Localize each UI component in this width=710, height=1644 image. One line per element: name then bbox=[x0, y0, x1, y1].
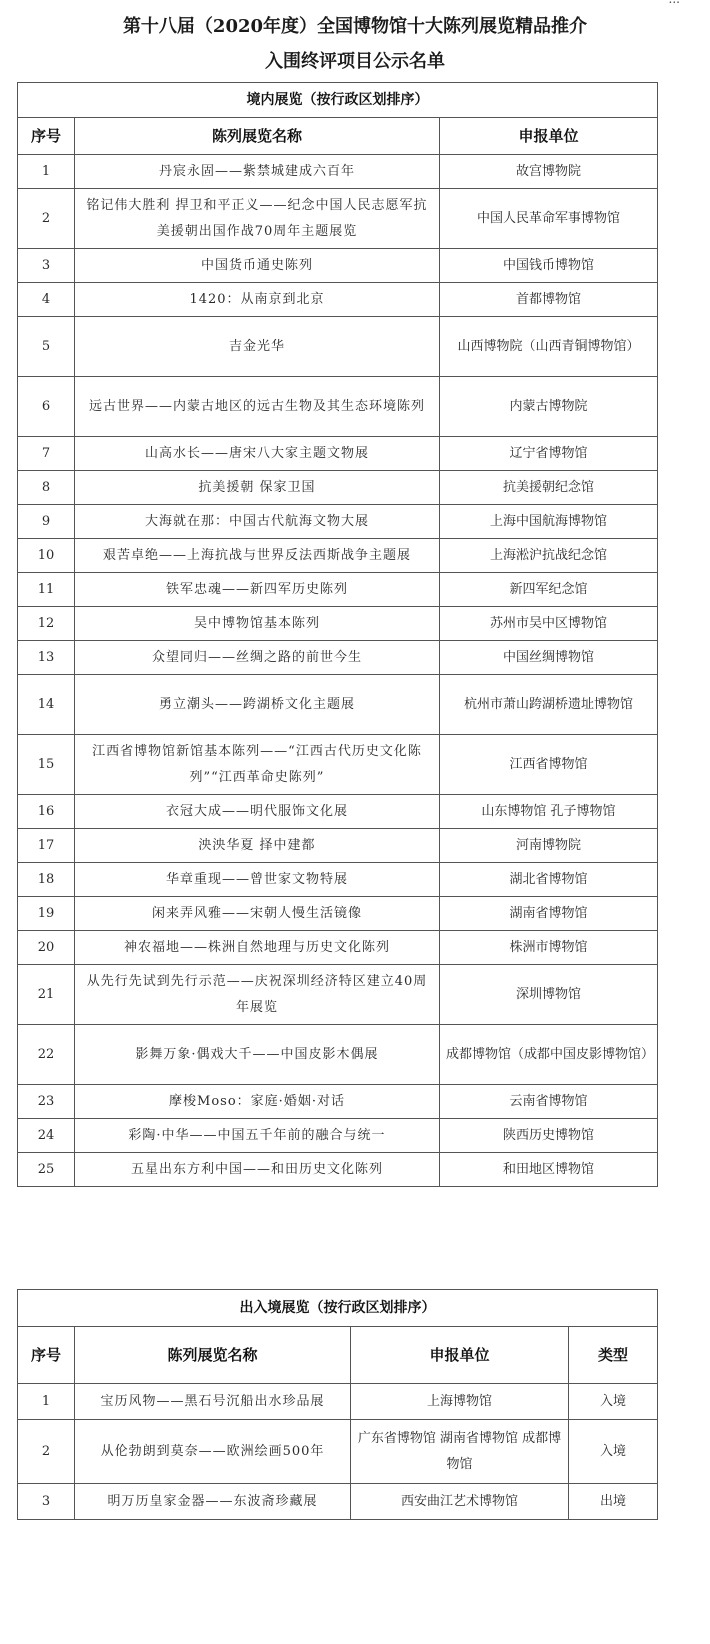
column-header-row bbox=[18, 118, 658, 155]
row-number: 6 bbox=[18, 377, 75, 437]
exhibition-type: 出境 bbox=[569, 1484, 658, 1520]
table-row bbox=[18, 863, 658, 897]
exhibition-name: 铭记伟大胜利 捍卫和平正义——纪念中国人民志愿军抗美援朝出国作战70周年主题展览 bbox=[75, 189, 440, 249]
table-row bbox=[18, 607, 658, 641]
applicant-unit: 湖南省博物馆 bbox=[440, 897, 658, 931]
table-row bbox=[18, 1384, 658, 1420]
exhibition-name: 众望同归——丝绸之路的前世今生 bbox=[75, 641, 440, 675]
exhibition-name: 艰苦卓绝——上海抗战与世界反法西斯战争主题展 bbox=[75, 539, 440, 573]
exhibition-name: 衣冠大成——明代服饰文化展 bbox=[75, 795, 440, 829]
crossborder-exhibitions-table bbox=[17, 1289, 658, 1520]
header-no: 序号 bbox=[18, 118, 75, 155]
row-number: 17 bbox=[18, 829, 75, 863]
applicant-unit: 抗美援朝纪念馆 bbox=[440, 471, 658, 505]
row-number: 22 bbox=[18, 1025, 75, 1085]
applicant-unit: 广东省博物馆 湖南省博物馆 成都博物馆 bbox=[351, 1420, 569, 1484]
exhibition-name: 宝历风物——黑石号沉船出水珍品展 bbox=[75, 1384, 351, 1420]
applicant-unit: 山东博物馆 孔子博物馆 bbox=[440, 795, 658, 829]
table-row bbox=[18, 1025, 658, 1085]
applicant-unit: 上海中国航海博物馆 bbox=[440, 505, 658, 539]
applicant-unit: 上海淞沪抗战纪念馆 bbox=[440, 539, 658, 573]
exhibition-name: 丹宸永固——紫禁城建成六百年 bbox=[75, 155, 440, 189]
applicant-unit: 中国丝绸博物馆 bbox=[440, 641, 658, 675]
domestic-exhibitions-table bbox=[17, 82, 658, 1187]
exhibition-name: 从伦勃朗到莫奈——欧洲绘画500年 bbox=[75, 1420, 351, 1484]
row-number: 3 bbox=[18, 249, 75, 283]
applicant-unit: 云南省博物馆 bbox=[440, 1085, 658, 1119]
table-row bbox=[18, 317, 658, 377]
row-number: 5 bbox=[18, 317, 75, 377]
applicant-unit: 山西博物院（山西青铜博物馆） bbox=[440, 317, 658, 377]
applicant-unit: 湖北省博物馆 bbox=[440, 863, 658, 897]
exhibition-name: 远古世界——内蒙古地区的远古生物及其生态环境陈列 bbox=[75, 377, 440, 437]
header-applicant: 申报单位 bbox=[351, 1327, 569, 1384]
applicant-unit: 中国钱币博物馆 bbox=[440, 249, 658, 283]
exhibition-name: 勇立潮头——跨湖桥文化主题展 bbox=[75, 675, 440, 735]
row-number: 7 bbox=[18, 437, 75, 471]
applicant-unit: 故宫博物院 bbox=[440, 155, 658, 189]
applicant-unit: 杭州市萧山跨湖桥遗址博物馆 bbox=[440, 675, 658, 735]
row-number: 20 bbox=[18, 931, 75, 965]
applicant-unit: 中国人民革命军事博物馆 bbox=[440, 189, 658, 249]
table-row bbox=[18, 437, 658, 471]
row-number: 14 bbox=[18, 675, 75, 735]
exhibition-name: 吉金光华 bbox=[75, 317, 440, 377]
table-row bbox=[18, 189, 658, 249]
page-subtitle: 入围终评项目公示名单 bbox=[265, 51, 445, 72]
row-number: 16 bbox=[18, 795, 75, 829]
exhibition-name: 中国货币通史陈列 bbox=[75, 249, 440, 283]
column-header-row bbox=[18, 1327, 658, 1384]
row-number: 23 bbox=[18, 1085, 75, 1119]
row-number: 9 bbox=[18, 505, 75, 539]
row-number: 13 bbox=[18, 641, 75, 675]
table-row bbox=[18, 897, 658, 931]
table-row bbox=[18, 965, 658, 1025]
row-number: 18 bbox=[18, 863, 75, 897]
applicant-unit: 江西省博物馆 bbox=[440, 735, 658, 795]
table-row bbox=[18, 641, 658, 675]
applicant-unit: 深圳博物馆 bbox=[440, 965, 658, 1025]
row-number: 11 bbox=[18, 573, 75, 607]
row-number: 8 bbox=[18, 471, 75, 505]
applicant-unit: 河南博物院 bbox=[440, 829, 658, 863]
table-row bbox=[18, 1420, 658, 1484]
exhibition-name: 明万历皇家金器——东波斋珍藏展 bbox=[75, 1484, 351, 1520]
row-number: 19 bbox=[18, 897, 75, 931]
table-row bbox=[18, 675, 658, 735]
exhibition-name: 摩梭Moso：家庭·婚姻·对话 bbox=[75, 1085, 440, 1119]
row-number: 3 bbox=[18, 1484, 75, 1520]
applicant-unit: 首都博物馆 bbox=[440, 283, 658, 317]
table-row bbox=[18, 573, 658, 607]
table-row bbox=[18, 155, 658, 189]
row-number: 1 bbox=[18, 1384, 75, 1420]
row-number: 2 bbox=[18, 1420, 75, 1484]
header-no: 序号 bbox=[18, 1327, 75, 1384]
exhibition-name: 彩陶·中华——中国五千年前的融合与统一 bbox=[75, 1119, 440, 1153]
header-applicant: 申报单位 bbox=[440, 118, 658, 155]
applicant-unit: 辽宁省博物馆 bbox=[440, 437, 658, 471]
domestic-section-heading: 境内展览（按行政区划排序） bbox=[18, 83, 658, 118]
row-number: 12 bbox=[18, 607, 75, 641]
header-type: 类型 bbox=[569, 1327, 658, 1384]
table-row bbox=[18, 377, 658, 437]
row-number: 1 bbox=[18, 155, 75, 189]
table-row bbox=[18, 829, 658, 863]
exhibition-name: 江西省博物馆新馆基本陈列——“江西古代历史文化陈列”“江西革命史陈列” bbox=[75, 735, 440, 795]
crossborder-section-heading: 出入境展览（按行政区划排序） bbox=[18, 1290, 658, 1327]
exhibition-name: 从先行先试到先行示范——庆祝深圳经济特区建立40周年展览 bbox=[75, 965, 440, 1025]
section-heading-row bbox=[18, 1290, 658, 1327]
table-row bbox=[18, 1153, 658, 1187]
section-heading-row bbox=[18, 83, 658, 118]
row-number: 25 bbox=[18, 1153, 75, 1187]
table-row bbox=[18, 539, 658, 573]
table-row bbox=[18, 1085, 658, 1119]
exhibition-name: 五星出东方利中国——和田历史文化陈列 bbox=[75, 1153, 440, 1187]
table-row bbox=[18, 249, 658, 283]
corner-text bbox=[669, 0, 680, 6]
page-title: 第十八届（2020年度）全国博物馆十大陈列展览精品推介 bbox=[122, 16, 588, 37]
table-row bbox=[18, 1119, 658, 1153]
table-row bbox=[18, 795, 658, 829]
exhibition-name: 抗美援朝 保家卫国 bbox=[75, 471, 440, 505]
exhibition-type: 入境 bbox=[569, 1420, 658, 1484]
row-number: 2 bbox=[18, 189, 75, 249]
table-row bbox=[18, 505, 658, 539]
table-row bbox=[18, 471, 658, 505]
row-number: 4 bbox=[18, 283, 75, 317]
applicant-unit: 上海博物馆 bbox=[351, 1384, 569, 1420]
exhibition-name: 大海就在那：中国古代航海文物大展 bbox=[75, 505, 440, 539]
exhibition-name: 铁军忠魂——新四军历史陈列 bbox=[75, 573, 440, 607]
table-row bbox=[18, 1484, 658, 1520]
applicant-unit: 株洲市博物馆 bbox=[440, 931, 658, 965]
applicant-unit: 西安曲江艺术博物馆 bbox=[351, 1484, 569, 1520]
applicant-unit: 成都博物馆（成都中国皮影博物馆） bbox=[440, 1025, 658, 1085]
exhibition-name: 泱泱华夏 择中建都 bbox=[75, 829, 440, 863]
exhibition-name: 闲来弄风雅——宋朝人慢生活镜像 bbox=[75, 897, 440, 931]
row-number: 15 bbox=[18, 735, 75, 795]
table-row bbox=[18, 735, 658, 795]
applicant-unit: 内蒙古博物院 bbox=[440, 377, 658, 437]
exhibition-name: 影舞万象·偶戏大千——中国皮影木偶展 bbox=[75, 1025, 440, 1085]
header-exhibition-name: 陈列展览名称 bbox=[75, 118, 440, 155]
applicant-unit: 陕西历史博物馆 bbox=[440, 1119, 658, 1153]
exhibition-name: 1420：从南京到北京 bbox=[75, 283, 440, 317]
exhibition-type: 入境 bbox=[569, 1384, 658, 1420]
applicant-unit: 和田地区博物馆 bbox=[440, 1153, 658, 1187]
table-row bbox=[18, 283, 658, 317]
exhibition-name: 吴中博物馆基本陈列 bbox=[75, 607, 440, 641]
exhibition-name: 华章重现——曾世家文物特展 bbox=[75, 863, 440, 897]
header-exhibition-name: 陈列展览名称 bbox=[75, 1327, 351, 1384]
row-number: 24 bbox=[18, 1119, 75, 1153]
table-row bbox=[18, 931, 658, 965]
applicant-unit: 新四军纪念馆 bbox=[440, 573, 658, 607]
row-number: 21 bbox=[18, 965, 75, 1025]
row-number: 10 bbox=[18, 539, 75, 573]
exhibition-name: 神农福地——株洲自然地理与历史文化陈列 bbox=[75, 931, 440, 965]
exhibition-name: 山高水长——唐宋八大家主题文物展 bbox=[75, 437, 440, 471]
applicant-unit: 苏州市吴中区博物馆 bbox=[440, 607, 658, 641]
